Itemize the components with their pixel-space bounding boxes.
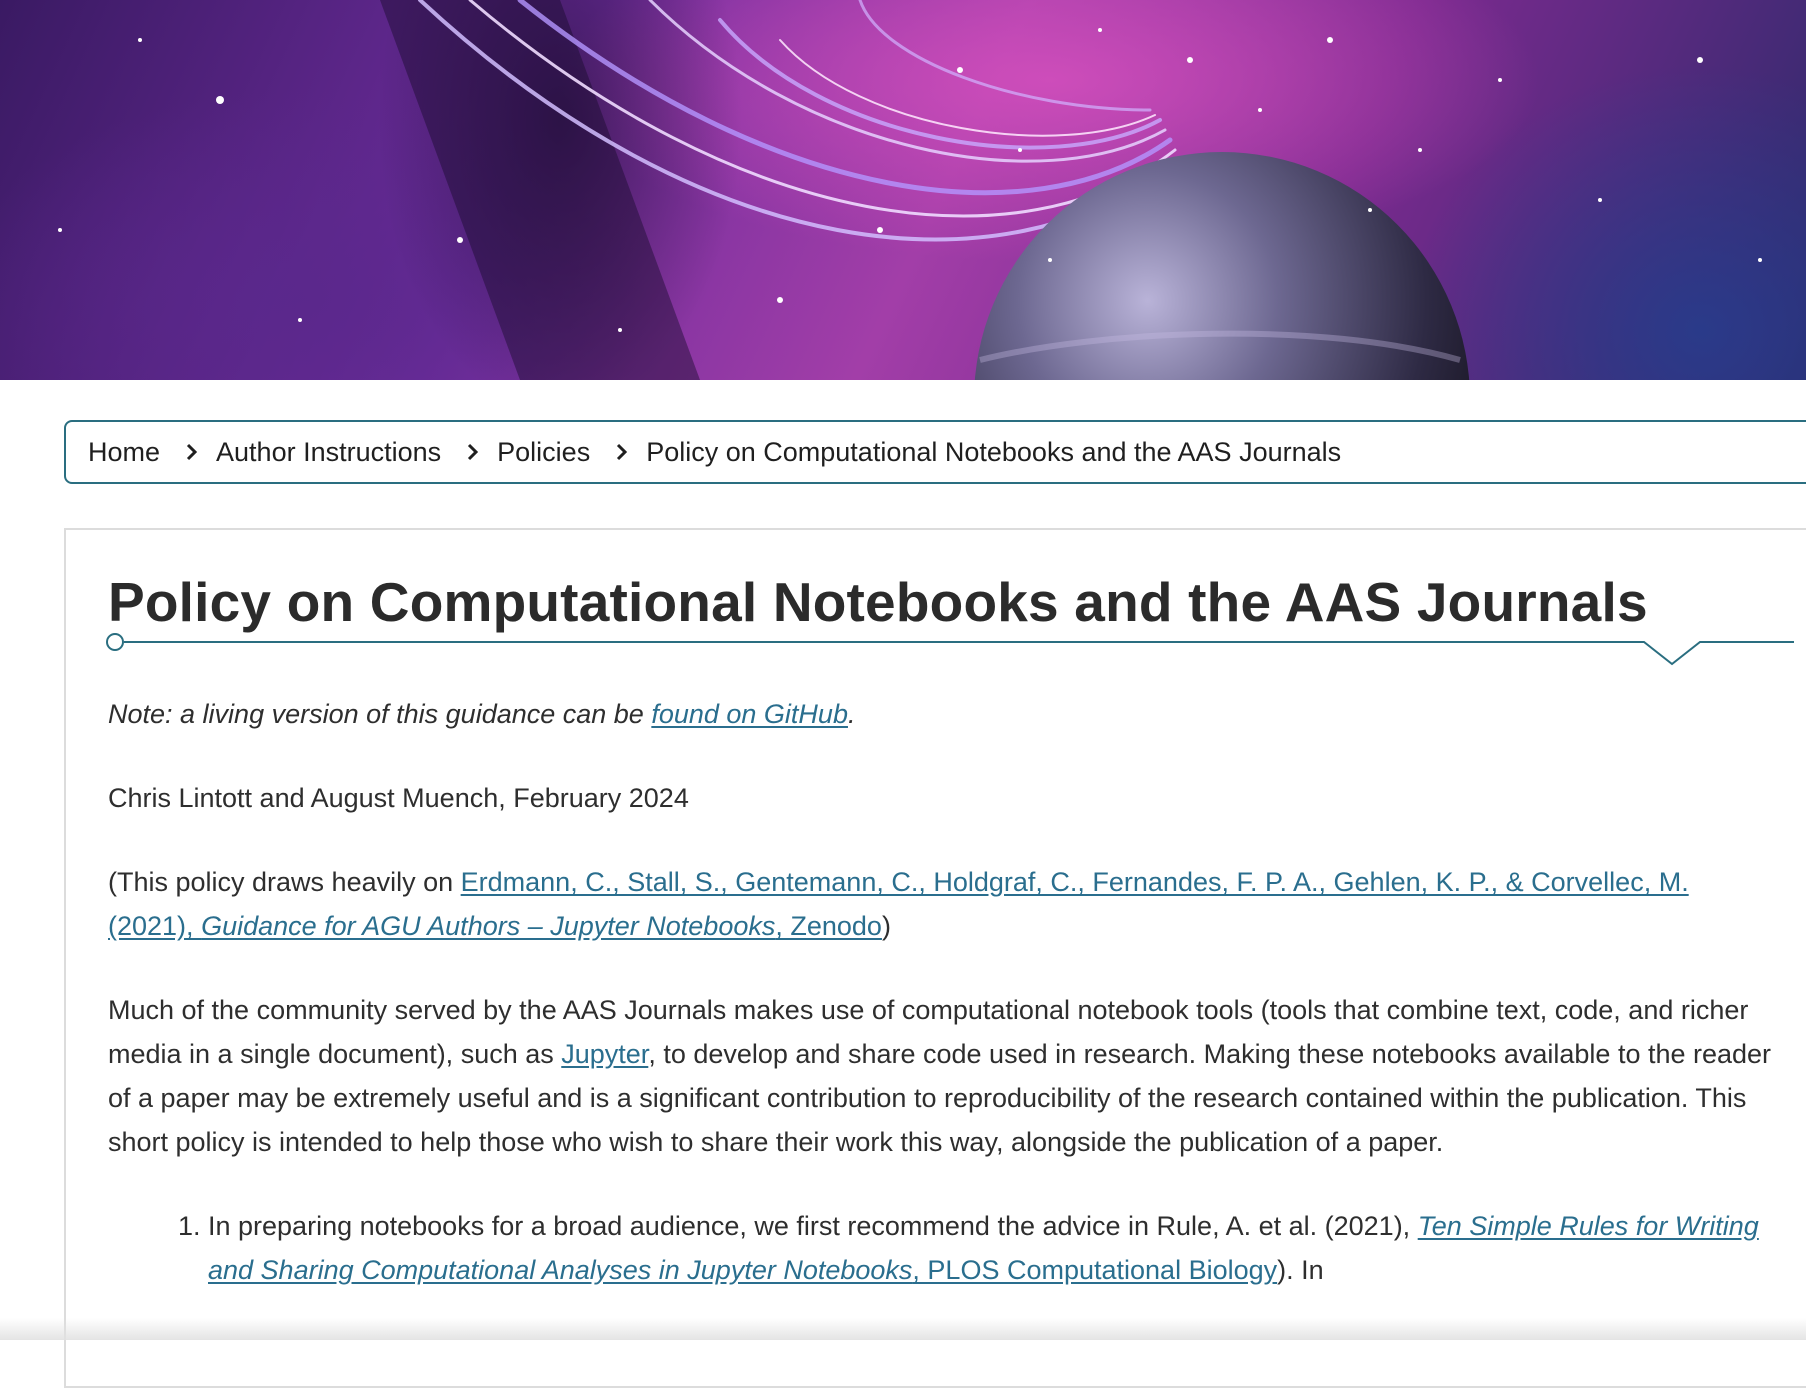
jupyter-link[interactable]: Jupyter (561, 1039, 649, 1069)
article-body (108, 692, 1778, 1292)
living-version-note (108, 692, 1778, 736)
breadcrumb (64, 420, 1806, 484)
list-item (208, 1204, 1778, 1292)
agu-link-authors: Erdmann, C., Stall, S., Gentemann, C., Holdgraf, C., Fernandes, F. P. A., Gehlen, K. P., & Corvellec, M. (2021), (108, 867, 1689, 941)
attribution-prefix: (This policy draws heavily on (108, 867, 461, 897)
breadcrumb-home[interactable]: Home (88, 436, 161, 467)
rule-text-start: In preparing notebooks for a broad audience, we first recommend the advice in Rule, A. et al. (2021), (208, 1211, 1418, 1241)
intro-text-end: , to develop and share code used in research. Making these notebooks available to the reader of a paper may be extremely useful and is a significant contribution to reproducibility of the research contained within the publication. This short policy is intended to help those who wish to share their work this way, alongside the publication of a paper. (108, 1039, 1772, 1157)
chevron-right-icon (612, 442, 632, 462)
breadcrumb-policies[interactable]: Policies (497, 436, 591, 467)
attribution-suffix: ) (881, 911, 891, 941)
rule-text-end: ). In (1277, 1255, 1324, 1285)
title-divider (106, 632, 1796, 672)
chevron-right-icon (182, 442, 202, 462)
github-link[interactable]: found on GitHub (651, 699, 848, 729)
bottom-fade (0, 1318, 1806, 1340)
page-title: Policy on Computational Notebooks and the AAS Journals (108, 571, 1648, 633)
breadcrumb-current: Policy on Computational Notebooks and the AAS Journals (646, 436, 1342, 467)
note-prefix: Note: a living version of this guidance can be (108, 699, 652, 729)
intro-paragraph (108, 988, 1778, 1164)
hero-banner (0, 0, 1806, 380)
chevron-right-icon (463, 442, 483, 462)
policy-rules-list (108, 1204, 1778, 1292)
rule-link-venue: , PLOS Computational Biology (912, 1255, 1278, 1285)
attribution-paragraph (108, 860, 1778, 948)
breadcrumb-author-instructions[interactable]: Author Instructions (216, 436, 442, 467)
agu-link-title: Guidance for AGU Authors – Jupyter Notebooks (201, 911, 776, 941)
note-suffix: . (847, 699, 856, 729)
intro-text-start: Much of the community served by the AAS Journals makes use of computational notebook tools (tools that combine text, code, and richer media in a single document), such as (108, 995, 1749, 1069)
rule-link-title: Ten Simple Rules for Writing and Sharing Computational Analyses in Jupyter Notebooks (208, 1211, 1759, 1285)
content-card (64, 528, 1806, 1388)
byline: Chris Lintott and August Muench, February 2024 (108, 783, 689, 813)
agu-link-venue: , Zenodo (775, 911, 882, 941)
space-banner-illustration (0, 0, 1806, 380)
